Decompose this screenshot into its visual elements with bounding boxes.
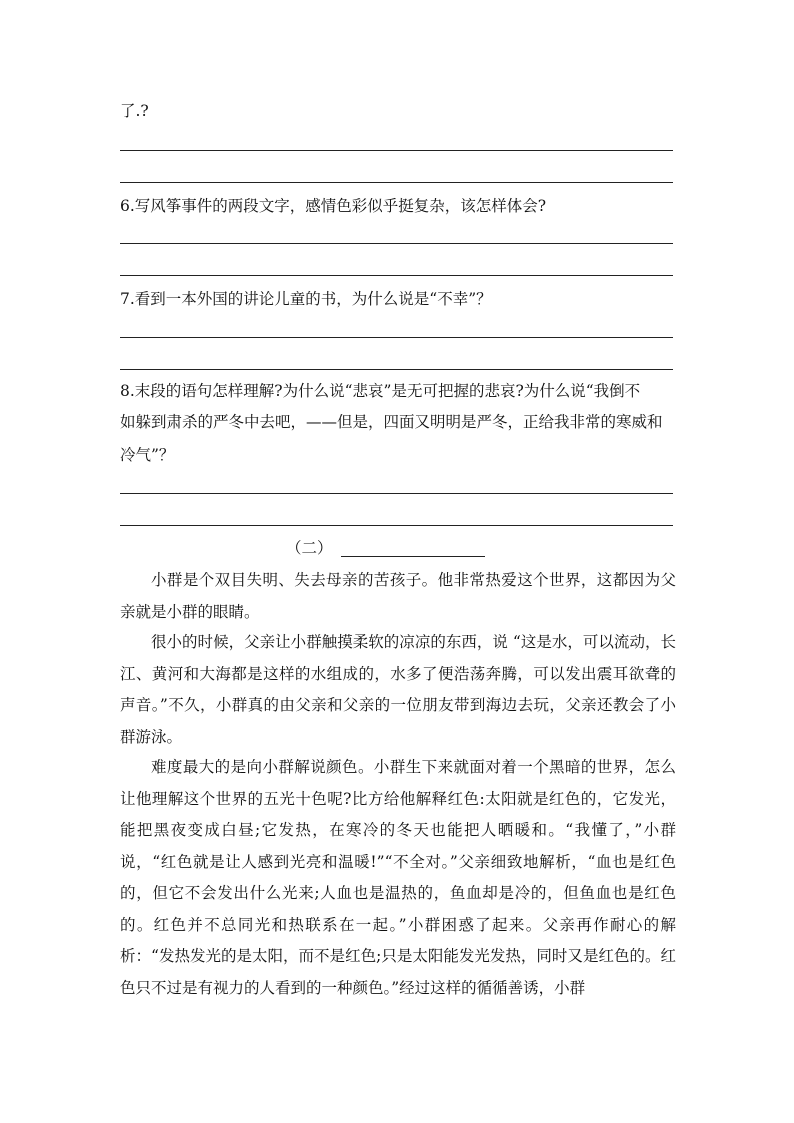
question-7: 7.看到一本外国的讲论儿童的书，为什么说是“不幸”？ (120, 290, 492, 308)
passage-paragraph-2: 很小的时候，父亲让小群触摸柔软的凉凉的东西，说 “这是水，可以流动，长江、黄河和大海都是这样的水组成的，水多了便浩荡奔腾，可以发出震耳欲聋的声音。”不久，小群真的由父亲和父亲的一位朋友带到海边去玩，父亲还教会了小群游泳。 (120, 633, 676, 746)
answer-line (120, 150, 673, 151)
answer-line (120, 337, 673, 338)
answer-line (120, 369, 673, 370)
question-8-line-1: 8.末段的语句怎样理解?为什么说“悲哀”是无可把握的悲哀?为什么说“我倒不 (120, 382, 641, 400)
answer-line (120, 525, 673, 526)
section-number: （二） (286, 539, 333, 557)
question-6: 6.写风筝事件的两段文字，感情色彩似乎挺复杂，该怎样体会? (120, 197, 547, 215)
title-blank-line (341, 556, 485, 557)
answer-line (120, 275, 673, 276)
question-5-tail: 了.? (120, 102, 149, 120)
passage-paragraph-3: 难度最大的是向小群解说颜色。小群生下来就面对着一个黑暗的世界，怎么让他理解这个世界的五光十色呢?比方给他解释红色:太阳就是红色的，它发光，能把黑夜变成白昼;它发热，在寒冷的冬天也能把人晒暖和。“我懂了，”小群说，“红色就是让人感到光亮和温暖!”“不全对。”父亲细致地解析，“血也是红色的，但它不会发出什么光来;人血也是温热的，鱼血却是冷的，但鱼血也是红色的。红色并不总同光和热联系在一起。”小群困惑了起来。父亲再作耐心的解析：“发热发光的是太阳，而不是红色;只是太阳能发光发热，同时又是红色的。红色只不过是有视力的人看到的一种颜色。”经过这样的循循善诱，小群 (120, 758, 676, 997)
question-8-line-3: 冷气”？ (120, 446, 175, 464)
question-8-line-2: 如躲到肃杀的严冬中去吧，——但是，四面又明明是严冬，正给我非常的寒威和 (120, 413, 663, 431)
answer-line (120, 493, 673, 494)
answer-line (120, 243, 673, 244)
answer-line (120, 182, 673, 183)
section-heading (286, 534, 485, 562)
passage-paragraph-1: 小群是个双目失明、失去母亲的苦孩子。他非常热爱这个世界，这都因为父亲就是小群的眼睛。 (120, 571, 676, 621)
